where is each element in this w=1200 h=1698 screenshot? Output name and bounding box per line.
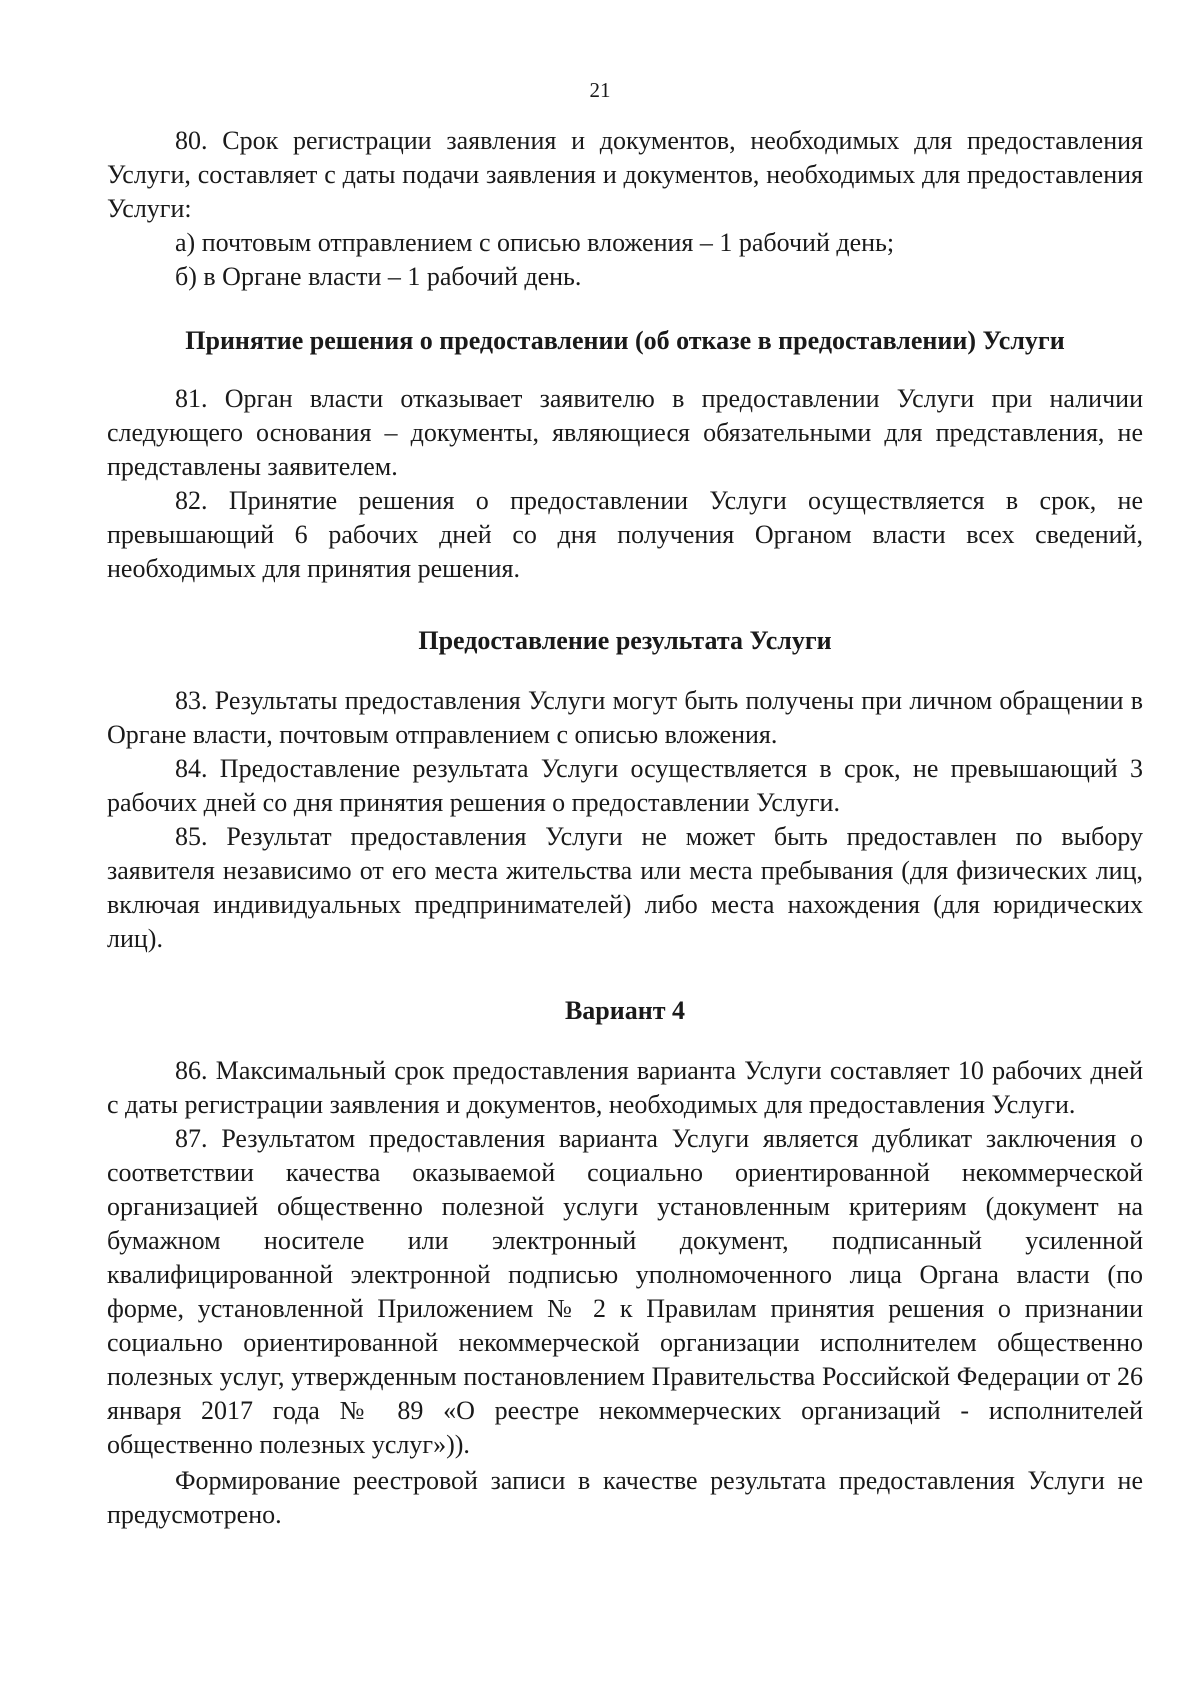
paragraph-87: 87. Результатом предоставления варианта Услуги является дубликат заключения о соответствии качества оказываемой социально ориентированной некоммерческой организацией общественно полезной услуги установленным критериям (документ на бумажном носителе или электронный документ, подписанный усиленной квалифицированной электронной подписью уполномоченного лица Органа власти (по форме, установленной Приложением № 2 к Правилам принятия решения о признании социально ориентированной некоммерческой организации исполнителем общественно полезных услуг, утвержденным постановлением Правительства Российской Федерации от 26 января 2017 года № 89 «О реестре некоммерческих организаций - исполнителей общественно полезных услуг»)). <box>107 1124 1143 1459</box>
paragraph-85: 85. Результат предоставления Услуги не может быть предоставлен по выбору заявителя независимо от его места жительства или места пребывания (для физических лиц, включая индивидуальных предпринимателей) либо места нахождения (для юридических лиц). <box>107 822 1143 953</box>
paragraph-80-b: б) в Органе власти – 1 рабочий день. <box>175 262 582 291</box>
section-heading-result: Предоставление результата Услуги <box>418 626 832 655</box>
paragraph-closing: Формирование реестровой записи в качестве результата предоставления Услуги не предусмотрено. <box>107 1466 1143 1529</box>
section-heading-decision: Принятие решения о предоставлении (об отказе в предоставлении) Услуги <box>185 326 1065 355</box>
paragraph-83: 83. Результаты предоставления Услуги могут быть получены при личном обращении в Органе власти, почтовым отправлением с описью вложения. <box>107 686 1143 749</box>
paragraph-86: 86. Максимальный срок предоставления варианта Услуги составляет 10 рабочих дней с даты регистрации заявления и документов, необходимых для предоставления Услуги. <box>107 1056 1143 1119</box>
section-heading-variant-4: Вариант 4 <box>564 996 686 1025</box>
paragraph-81: 81. Орган власти отказывает заявителю в предоставлении Услуги при наличии следующего основания – документы, являющиеся обязательными для представления, не представлены заявителем. <box>107 384 1143 481</box>
paragraph-80: 80. Срок регистрации заявления и документов, необходимых для предоставления Услуги, составляет с даты подачи заявления и документов, необходимых для предоставления Услуги: <box>107 126 1143 223</box>
paragraph-84: 84. Предоставление результата Услуги осуществляется в срок, не превышающий 3 рабочих дней со дня принятия решения о предоставлении Услуги. <box>107 754 1143 817</box>
paragraph-82: 82. Принятие решения о предоставлении Услуги осуществляется в срок, не превышающий 6 рабочих дней со дня получения Органом власти всех сведений, необходимых для принятия решения. <box>107 486 1143 583</box>
document-body <box>107 124 1143 1532</box>
page-number: 21 <box>589 78 611 102</box>
paragraph-80-a: а) почтовым отправлением с описью вложения – 1 рабочий день; <box>175 228 895 257</box>
